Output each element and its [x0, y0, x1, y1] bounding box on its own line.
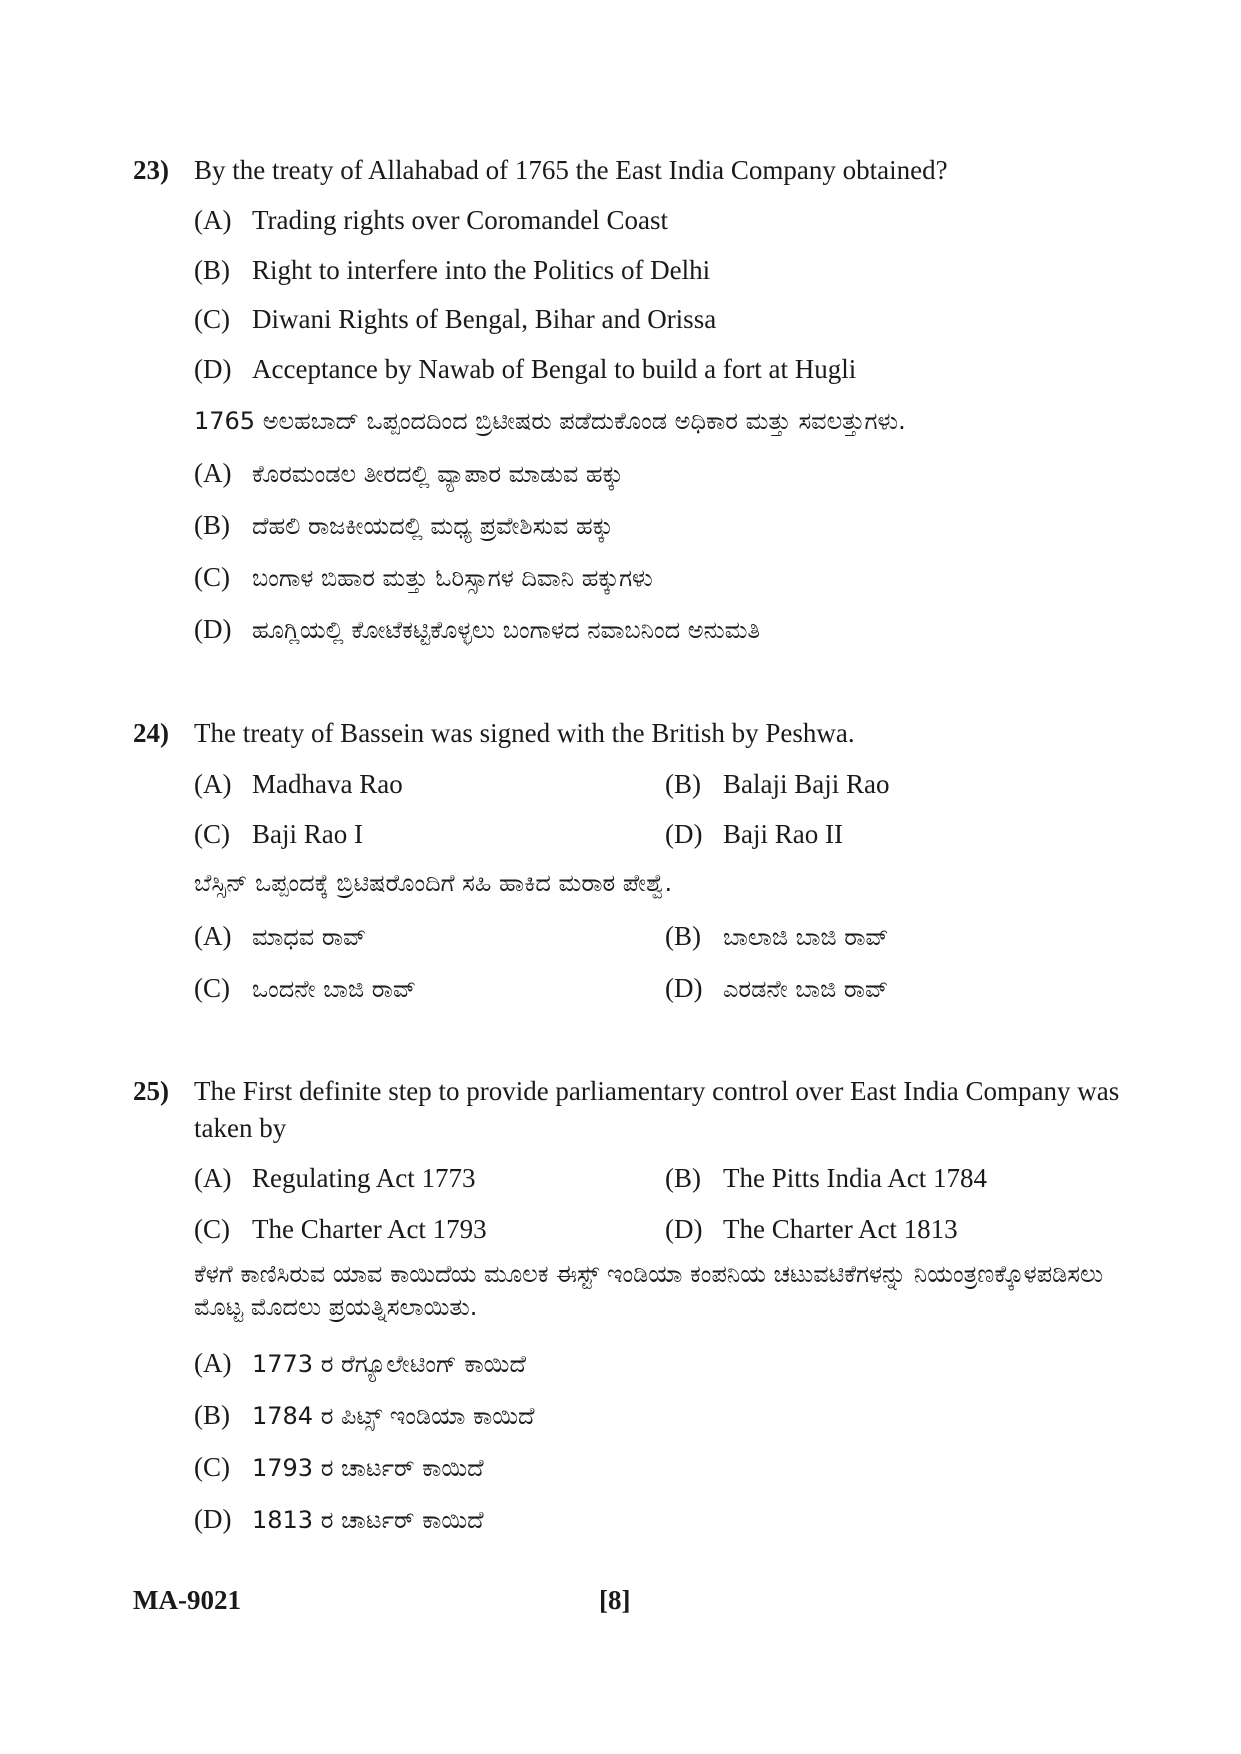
- kannada-option-d: [665, 970, 888, 1007]
- option-a: [194, 766, 403, 802]
- kannada-question-text: ಬೆಸ್ಸಿನ್ ಒಪ್ಪಂದಕ್ಕೆ ಬ್ರಿಟಿಷರೊಂದಿಗೆ ಸಹಿ ಹಾಕಿದ ಮರಾಠ ಪೇಶ್ವೆ.: [194, 869, 673, 897]
- option-text: ಹೂಗ್ಲಿಯಲ್ಲಿ ಕೋಟೆಕಟ್ಟಿಕೊಳ್ಳಲು ಬಂಗಾಳದ ನವಾಬನಿಂದ ಅನುಮತಿ: [252, 616, 761, 644]
- option-b: [194, 252, 710, 288]
- option-b: [665, 1160, 987, 1196]
- kannada-question-text: ಕೆಳಗೆ ಕಾಣಿಸಿರುವ ಯಾವ ಕಾಯಿದೆಯ ಮೂಲಕ ಈಸ್ಟ್ ಇಂಡಿಯಾ ಕಂಪನಿಯ ಚಟುವಟಿಕೆಗಳನ್ನು ನಿಯಂತ್ರಣಕ್ಕೊಳಪಡಿಸಲು ಮೊಟ್ಟ ಮೊದಲು ಪ್ರಯತ್ನಿಸಲಾಯಿತು.: [194, 1260, 1104, 1321]
- kannada-option-a: [194, 918, 366, 955]
- option-label: (C): [194, 819, 230, 849]
- option-label: (D): [194, 614, 232, 644]
- option-label: (A): [194, 921, 232, 951]
- question-number: 25): [133, 1076, 169, 1106]
- option-text: 1813 ರ ಚಾರ್ಟರ್ ಕಾಯಿದೆ: [252, 1506, 484, 1534]
- option-label: (C): [194, 973, 230, 1003]
- option-text: 1784 ರ ಪಿಟ್ಸ್ ಇಂಡಿಯಾ ಕಾಯಿದೆ: [252, 1402, 535, 1430]
- option-text: ಬಂಗಾಳ ಬಿಹಾರ ಮತ್ತು ಓರಿಸ್ಸಾಗಳ ದಿವಾನಿ ಹಕ್ಕುಗಳು: [252, 564, 653, 592]
- option-text: 1773 ರ ರೆಗ್ಯೂಲೇಟಿಂಗ್ ಕಾಯಿದೆ: [252, 1350, 526, 1378]
- kannada-option-b: [194, 1397, 534, 1434]
- question-number: 24): [133, 718, 169, 748]
- option-text: ದೆಹಲಿ ರಾಜಕೀಯದಲ್ಲಿ ಮಧ್ಯ ಪ್ರವೇಶಿಸುವ ಹಕ್ಕು: [252, 512, 614, 540]
- option-text: Acceptance by Nawab of Bengal to build a fort at Hugli: [252, 354, 857, 384]
- kannada-option-c: [194, 559, 653, 596]
- option-text: 1793 ರ ಚಾರ್ಟರ್ ಕಾಯಿದೆ: [252, 1454, 484, 1482]
- option-text: ಮಾಧವ ರಾವ್: [252, 923, 367, 951]
- option-label: (C): [194, 304, 230, 334]
- kannada-option-b: [194, 507, 613, 544]
- question-text: By the treaty of Allahabad of 1765 the East India Company obtained?: [194, 155, 948, 185]
- option-label: (A): [194, 769, 232, 799]
- option-text: Trading rights over Coromandel Coast: [252, 205, 668, 235]
- option-text: ಒಂದನೇ ಬಾಜಿ ರಾವ್: [252, 975, 417, 1003]
- option-d: [194, 351, 856, 387]
- option-text: Baji Rao II: [723, 819, 843, 849]
- option-label: (A): [194, 1348, 232, 1378]
- option-text: ಬಾಲಾಜಿ ಬಾಜಿ ರಾವ್: [723, 923, 889, 951]
- option-text: The Pitts India Act 1784: [723, 1163, 987, 1193]
- option-label: (D): [665, 973, 703, 1003]
- option-c: [194, 816, 363, 852]
- option-label: (C): [194, 1452, 230, 1482]
- option-text: Madhava Rao: [252, 769, 403, 799]
- option-label: (D): [665, 819, 703, 849]
- question-number: 23): [133, 155, 169, 185]
- option-text: The Charter Act 1793: [252, 1214, 487, 1244]
- option-text: The Charter Act 1813: [723, 1214, 958, 1244]
- option-b: [665, 766, 889, 802]
- paper-code: MA-9021: [133, 1585, 241, 1615]
- option-label: (B): [194, 510, 230, 540]
- option-a: [194, 202, 668, 238]
- kannada-option-c: [194, 1449, 484, 1486]
- kannada-option-c: [194, 970, 416, 1007]
- question-text: The treaty of Bassein was signed with the British by Peshwa.: [194, 718, 855, 748]
- option-label: (C): [194, 1214, 230, 1244]
- option-label: (D): [194, 354, 232, 384]
- option-text: Right to interfere into the Politics of Delhi: [252, 255, 711, 285]
- option-text: Baji Rao I: [252, 819, 363, 849]
- option-text: Diwani Rights of Bengal, Bihar and Orissa: [252, 304, 717, 334]
- kannada-question-text: 1765 ಅಲಹಬಾದ್ ಒಪ್ಪಂದದಿಂದ ಬ್ರಿಟೀಷರು ಪಡೆದುಕೊಂಡ ಅಧಿಕಾರ ಮತ್ತು ಸವಲತ್ತುಗಳು.: [194, 407, 906, 435]
- option-label: (B): [665, 1163, 701, 1193]
- option-label: (A): [194, 458, 232, 488]
- option-label: (C): [194, 562, 230, 592]
- option-label: (A): [194, 205, 232, 235]
- option-label: (B): [194, 255, 230, 285]
- option-d: [665, 1211, 958, 1247]
- option-text: ಕೊರಮಂಡಲ ತೀರದಲ್ಲಿ ವ್ಯಾಪಾರ ಮಾಡುವ ಹಕ್ಕು: [252, 460, 624, 488]
- option-label: (A): [194, 1163, 232, 1193]
- option-text: Balaji Baji Rao: [723, 769, 890, 799]
- kannada-option-d: [194, 1501, 484, 1538]
- option-label: (D): [665, 1214, 703, 1244]
- kannada-option-d: [194, 611, 760, 648]
- option-text: Regulating Act 1773: [252, 1163, 476, 1193]
- kannada-option-b: [665, 918, 889, 955]
- option-a: [194, 1160, 475, 1196]
- option-label: (B): [194, 1400, 230, 1430]
- option-label: (B): [665, 921, 701, 951]
- option-text: ಎರಡನೇ ಬಾಜಿ ರಾವ್: [723, 975, 889, 1003]
- kannada-option-a: [194, 1345, 526, 1382]
- page-number: [8]: [599, 1585, 631, 1615]
- question-text: The First definite step to provide parliamentary control over East India Company was taken by: [194, 1076, 1120, 1143]
- kannada-option-a: [194, 455, 623, 492]
- option-c: [194, 1211, 487, 1247]
- option-label: (D): [194, 1504, 232, 1534]
- option-c: [194, 301, 716, 337]
- option-label: (B): [665, 769, 701, 799]
- option-d: [665, 816, 843, 852]
